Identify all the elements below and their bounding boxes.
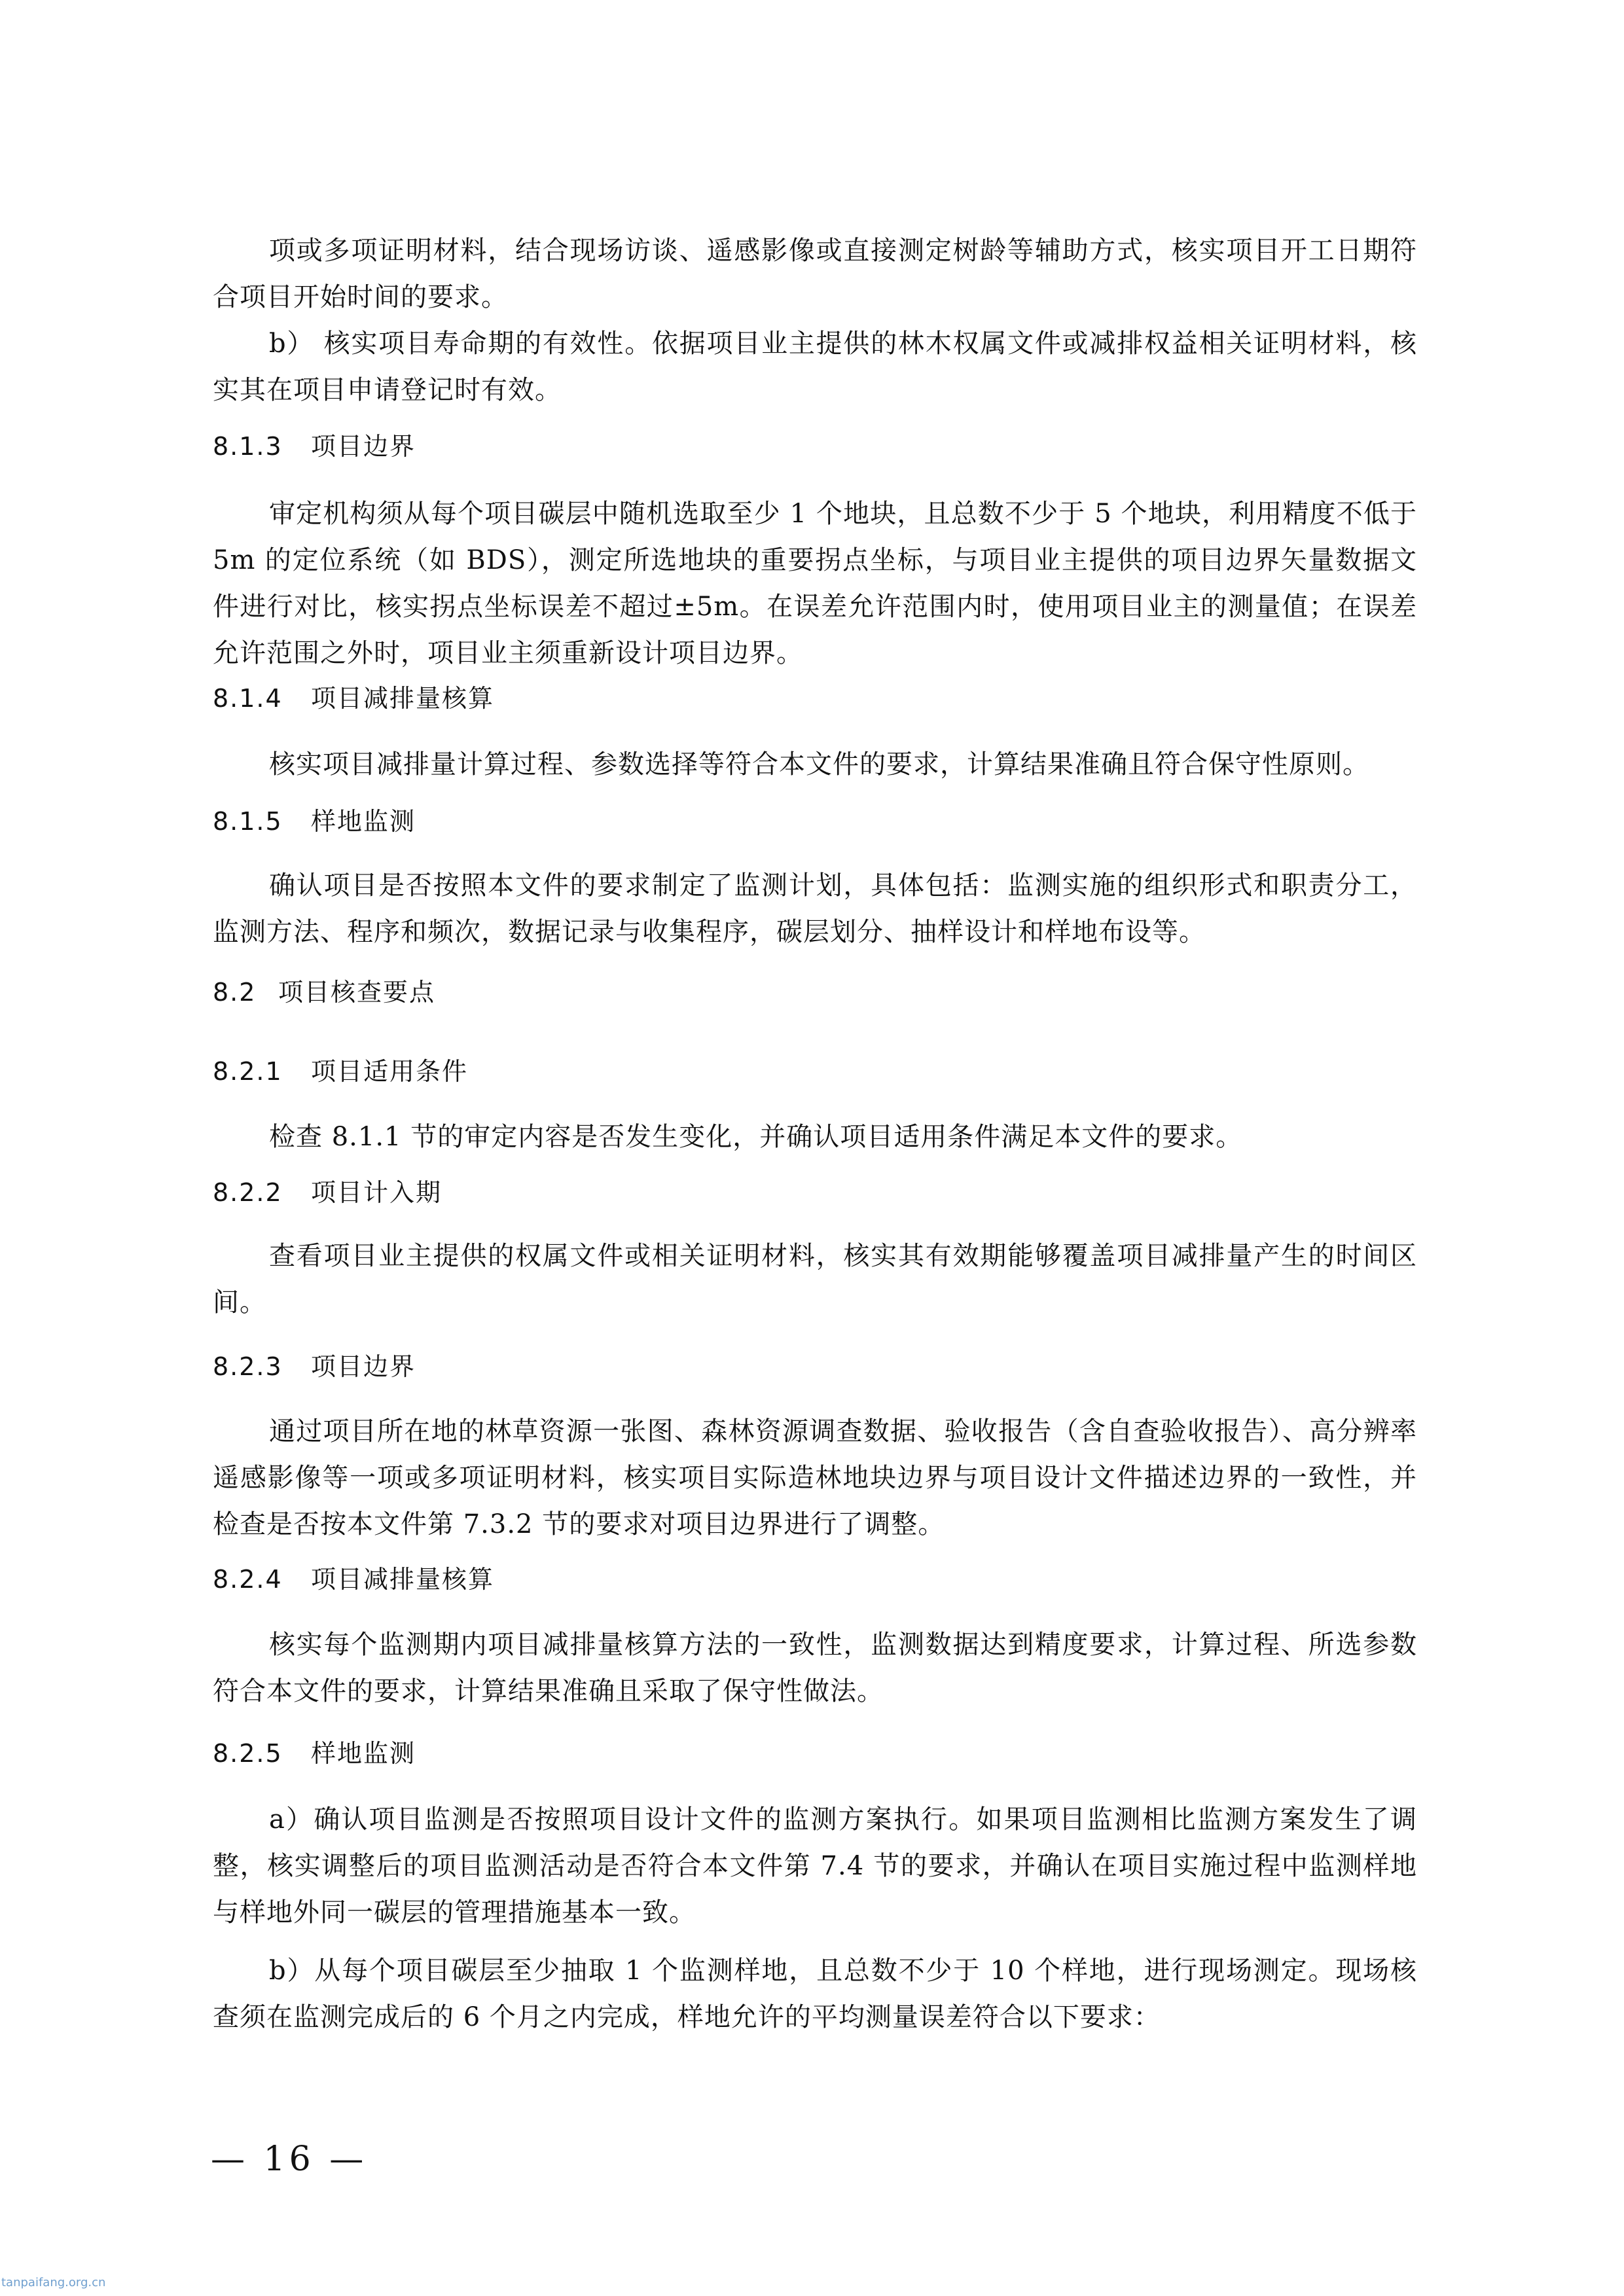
heading-number: 8.1.3 <box>213 432 283 461</box>
paragraph-emission-reduction-verification: 核实每个监测期内项目减排量核算方法的一致性，监测数据达到精度要求，计算过程、所选参数符合本文件的要求，计算结果准确且采取了保守性做法。 <box>213 1630 1417 1706</box>
heading-number: 8.2.4 <box>213 1565 283 1594</box>
paragraph-field-measurement: b）从每个项目碳层至少抽取 1 个监测样地，且总数不少于 10 个样地，进行现场测定。现场核查须在监测完成后的 6 个月之内完成，样地允许的平均测量误差符合以下要求： <box>213 1956 1417 2032</box>
source-watermark: tanpaifang.org.cn <box>1 2276 106 2289</box>
heading-number: 8.2.3 <box>213 1352 283 1381</box>
heading-8-2-2 <box>213 1176 1417 1209</box>
heading-number: 8.2.5 <box>213 1739 283 1768</box>
heading-number: 8.1.5 <box>213 807 283 836</box>
paragraph-start-date-evidence: 项或多项证明材料，结合现场访谈、遥感影像或直接测定树龄等辅助方式，核实项目开工日期符合项目开始时间的要求。 <box>213 236 1417 312</box>
heading-number: 8.2 <box>213 978 257 1007</box>
heading-number: 8.2.2 <box>213 1178 283 1207</box>
heading-8-2-5 <box>213 1737 1417 1770</box>
heading-8-1-5 <box>213 805 1417 838</box>
heading-title: 样地监测 <box>311 1739 416 1768</box>
paragraph-monitoring-plan: 确认项目是否按照本文件的要求制定了监测计划，具体包括：监测实施的组织形式和职责分工，监测方法、程序和频次，数据记录与收集程序，碳层划分、抽样设计和样地布设等。 <box>213 870 1417 947</box>
heading-title: 项目计入期 <box>311 1178 442 1207</box>
paragraph-emission-reduction-validation: 核实项目减排量计算过程、参数选择等符合本文件的要求，计算结果准确且符合保守性原则。 <box>269 749 1369 780</box>
heading-title: 项目边界 <box>311 1352 416 1381</box>
paragraph-applicability-check: 检查 8.1.1 节的审定内容是否发生变化，并确认项目适用条件满足本文件的要求。 <box>269 1122 1243 1152</box>
paragraph-lifetime-validity: b） 核实项目寿命期的有效性。依据项目业主提供的林木权属文件或减排权益相关证明材料，核实其在项目申请登记时有效。 <box>213 329 1417 405</box>
heading-8-2 <box>213 976 1417 1009</box>
paragraph-project-boundary-validation: 审定机构须从每个项目碳层中随机选取至少 1 个地块，且总数不少于 5 个地块，利用精度不低于 5m 的定位系统（如 BDS），测定所选地块的重要拐点坐标，与项目业主提供的项目边界矢量数据文件进行对比，核实拐点坐标误差不超过±5m。在误差允许范围内时，使用项目业主的测量值；在误差允许范围之外时，项目业主须重新设计项目边界。 <box>213 499 1417 668</box>
heading-8-1-4 <box>213 682 1417 715</box>
heading-title: 项目核查要点 <box>278 978 436 1007</box>
heading-title: 样地监测 <box>311 807 416 836</box>
heading-8-2-4 <box>213 1563 1417 1596</box>
heading-title: 项目减排量核算 <box>311 684 495 713</box>
heading-title: 项目减排量核算 <box>311 1565 495 1594</box>
heading-8-1-3 <box>213 430 1417 463</box>
paragraph-boundary-verification: 通过项目所在地的林草资源一张图、森林资源调查数据、验收报告（含自查验收报告）、高分辨率遥感影像等一项或多项证明材料，核实项目实际造林地块边界与项目设计文件描述边界的一致性，并检查是否按本文件第 7.3.2 节的要求对项目边界进行了调整。 <box>213 1416 1417 1539</box>
heading-8-2-3 <box>213 1350 1417 1383</box>
paragraph-crediting-period: 查看项目业主提供的权属文件或相关证明材料，核实其有效期能够覆盖项目减排量产生的时间区间。 <box>213 1241 1417 1318</box>
heading-title: 项目适用条件 <box>311 1057 469 1086</box>
paragraph-monitoring-execution: a）确认项目监测是否按照项目设计文件的监测方案执行。如果项目监测相比监测方案发生了调整，核实调整后的项目监测活动是否符合本文件第 7.4 节的要求，并确认在项目实施过程中监测样地与样地外同一碳层的管理措施基本一致。 <box>213 1804 1417 1928</box>
heading-number: 8.1.4 <box>213 684 283 713</box>
heading-title: 项目边界 <box>311 432 416 461</box>
page-number: — 16 — <box>211 2140 368 2179</box>
heading-8-2-1 <box>213 1055 1417 1088</box>
heading-number: 8.2.1 <box>213 1057 283 1086</box>
